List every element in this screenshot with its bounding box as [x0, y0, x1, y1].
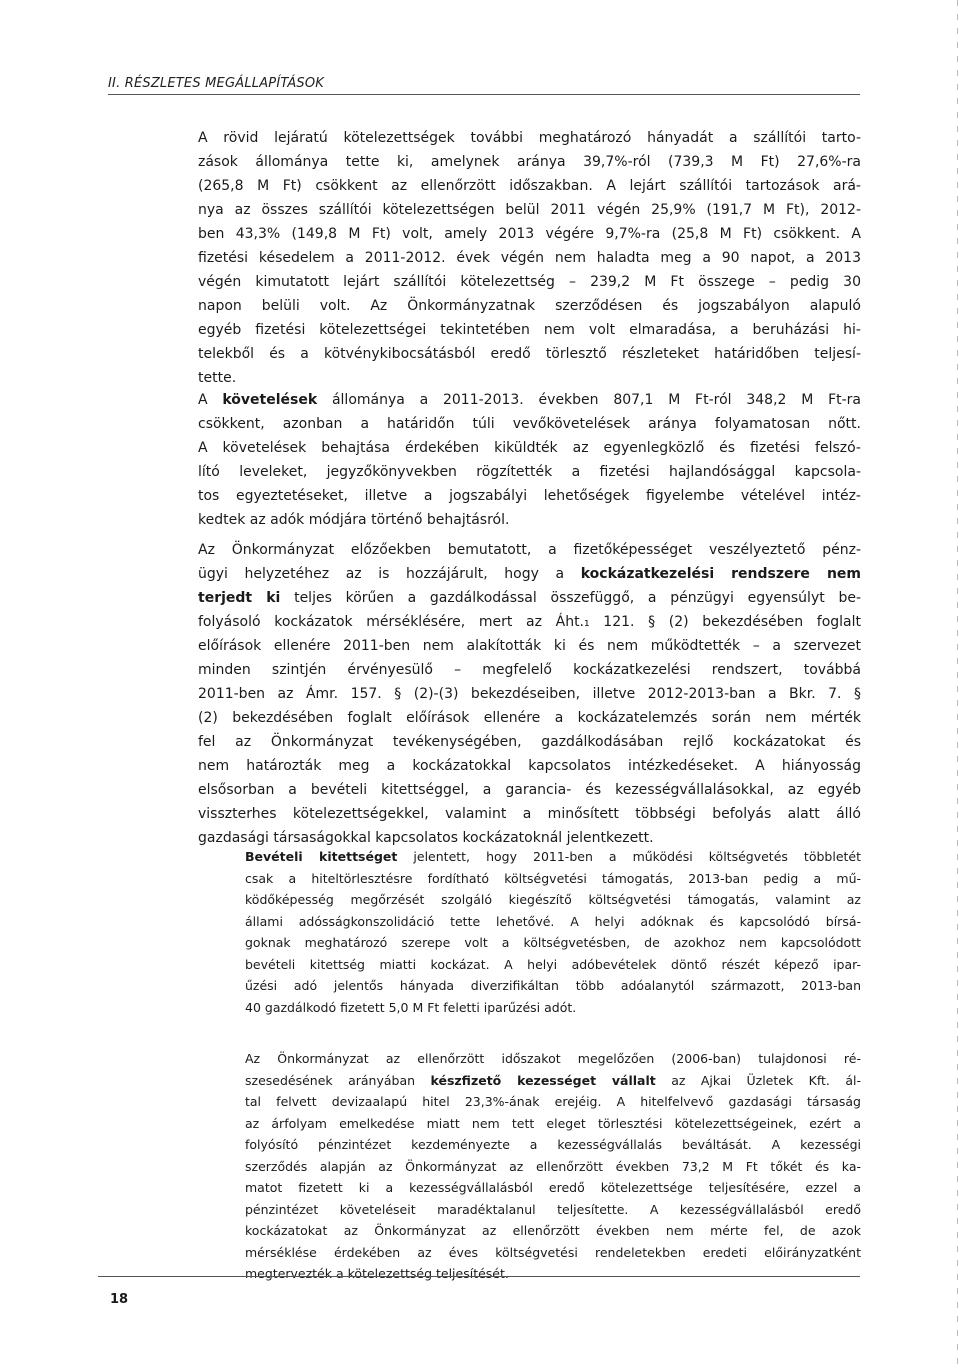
- text-line: tos egyeztetéseket, illetve a jogszabályi lehetőségek figyelembe vételével intéz-: [198, 488, 861, 504]
- text-line: [198, 388, 861, 412]
- text-line: nya az összes szállítói kötelezettségen belül 2011 végén 25,9% (191,7 M Ft), 2012-: [198, 202, 861, 218]
- text-line: pénzintézet követeléseit maradéktalanul teljesítette. A kezességvállalásból eredő: [245, 1201, 861, 1217]
- bold-term: Bevételi kitettséget: [245, 849, 398, 864]
- text-line: goknak meghatározó szerepe volt a költségvetésben, de azokhoz nem kapcsolódott: [245, 935, 861, 950]
- text-line: állami adósságkonszolidáció tette lehetővé. A helyi adóknak és kapcsolódó bírsá-: [245, 913, 861, 929]
- text-line: 2011-ben az Ámr. 157. § (2)-(3) bekezdéseiben, illetve 2012-2013-ban a Bkr. 7. §: [198, 686, 861, 702]
- section-header: II. RÉSZLETES MEGÁLLAPÍTÁSOK: [108, 76, 860, 95]
- text-line: [245, 846, 861, 868]
- text-line: [245, 1070, 861, 1092]
- paragraph-revenue-exposure: [245, 846, 861, 1018]
- text-run: az Ajkai Üzletek Kft. ál-: [655, 1072, 861, 1088]
- text-line: 40 gazdálkodó fizetett 5,0 M Ft feletti iparűzési adót.: [245, 999, 577, 1015]
- text-line: matot fizetett ki a kezességvállalásból eredő kötelezettsége teljesítésére, ezzel a: [245, 1180, 861, 1195]
- text-line: fizetési késedelem a 2011-2012. évek végén nem haladta meg a 90 napot, a 2013: [198, 250, 861, 266]
- text-line: lító leveleket, jegyzőkönyvekben rögzítették a fizetési hajlandósággal kapcsola-: [198, 464, 861, 480]
- text-line: tette.: [198, 370, 237, 386]
- text-line: napon belüli volt. Az Önkormányzatnak szerződésen és jogszabályon alapuló: [198, 298, 861, 314]
- paragraph-receivables: [198, 388, 861, 532]
- text-line: A követelések behajtása érdekében kiküldték az egyenlegközlő és fizetési felszó-: [198, 440, 861, 456]
- text-line: megtervezték a kötelezettség teljesítését.: [245, 1266, 509, 1281]
- text-run: ügyi helyzetéhez az is hozzájárult, hogy a: [198, 566, 581, 582]
- text-line: Az Önkormányzat előzőekben bemutatott, a fizetőképességet veszélyeztető pénz-: [198, 542, 861, 558]
- text-line: folyósító pénzintézet kezdeményezte a kezességvállalás beváltását. A kezességi: [245, 1137, 861, 1152]
- text-run: állománya a 2011-2013. években 807,1 M Ft-ról 348,2 M Ft-ra: [317, 392, 862, 408]
- text-line: fel az Önkormányzat tevékenységében, gazdálkodásában rejlő kockázatokat és: [198, 734, 861, 750]
- text-line: előírások ellenére 2011-ben nem alakították ki és nem működtették – a szervezet: [198, 638, 861, 654]
- text-line: visszterhes kötelezettségekkel, valamint a minősített többségi befolyás alatt álló: [198, 806, 861, 822]
- text-run: jelentett, hogy 2011-ben a működési költségvetés többletét: [397, 849, 862, 864]
- text-line: csökkent, azonban a határidőn túli vevőkövetelések aránya folyamatosan nőtt.: [198, 416, 861, 432]
- text-line: tal felvett devizaalapú hitel 23,3%-ának erejéig. A hitelfelvevő gazdasági társaság: [245, 1094, 861, 1109]
- text-line: gazdasági társaságokkal kapcsolatos kockázatoknál jelentkezett.: [198, 830, 654, 846]
- text-line: elsősorban a bevételi kitettséggel, a garancia- és kezességvállalásokkal, az egyéb: [198, 782, 861, 798]
- scan-edge-mark: [957, 0, 958, 1369]
- page-number: 18: [110, 1292, 129, 1307]
- text-line: [198, 586, 861, 610]
- text-line: ben 43,3% (149,8 M Ft) volt, amely 2013 végére 9,7%-ra (25,8 M Ft) csökkent. A: [198, 226, 861, 242]
- text-line: nem határozták meg a kockázatokkal kapcsolatos intézkedéseket. A hiányosság: [198, 758, 861, 774]
- text-line: folyásoló kockázatok mérséklésére, mert az Áht.₁ 121. § (2) bekezdésében foglalt: [198, 614, 861, 630]
- text-line: bevételi kitettség miatti kockázat. A helyi adóbevételek döntő részét képező ipar-: [245, 956, 861, 972]
- text-line: Az Önkormányzat az ellenőrzött időszakot megelőzően (2006-ban) tulajdonosi ré-: [245, 1051, 861, 1066]
- paragraph-risk-management: [198, 538, 861, 850]
- text-line: szerződés alapján az Önkormányzat az ellenőrzött években 73,2 M Ft tőkét és ka-: [245, 1158, 861, 1174]
- bold-term: kockázatkezelési rendszere nem: [580, 566, 861, 582]
- text-line: űzési adó jelentős hányada diverzifikáltan több adóalanytól származott, 2013-ban: [245, 978, 861, 993]
- text-line: kedtek az adók módjára történő behajtásról.: [198, 512, 510, 528]
- text-line: az árfolyam emelkedése miatt nem tett eleget törlesztési kötelezettségeinek, ezért a: [245, 1115, 861, 1131]
- text-line: (265,8 M Ft) csökkent az ellenőrzött időszakban. A lejárt szállítói tartozások ará-: [198, 178, 861, 194]
- text-line: (2) bekezdésében foglalt előírások ellenére a kockázatelemzés során nem mérték: [198, 710, 861, 726]
- text-line: [198, 562, 861, 586]
- paragraph-liabilities: [198, 126, 861, 390]
- text-line: egyéb fizetési kötelezettségei tekintetében nem volt elmaradása, a beruházási hi-: [198, 322, 861, 338]
- text-line: telekből és a kötvénykibocsátásból eredő törlesztő részleteket határidőben teljesí-: [198, 346, 861, 362]
- text-line: ködőképesség megőrzését szolgáló kiegészítő költségvetési támogatás, valamint az: [245, 892, 861, 907]
- paragraph-surety: [245, 1048, 861, 1285]
- text-run: A: [198, 392, 223, 408]
- bold-term: terjedt ki: [198, 590, 281, 606]
- text-line: csak a hiteltörlesztésre fordítható költségvetési támogatás, 2013-ban pedig a mű-: [245, 870, 861, 886]
- text-line: mérséklése érdekében az éves költségvetési rendeletekben eredeti előirányzatként: [245, 1244, 861, 1260]
- text-line: A rövid lejáratú kötelezettségek további meghatározó hányadát a szállítói tarto-: [198, 130, 861, 146]
- text-run: teljes körűen a gazdálkodással összefüggő, a pénzügyi egyensúlyt be-: [280, 590, 861, 606]
- bold-term: követelések: [222, 392, 318, 408]
- text-line: minden szintjén érvényesülő – megfelelő kockázatkezelési rendszert, továbbá: [198, 662, 861, 678]
- text-run: szesedésének arányában: [245, 1072, 431, 1088]
- text-line: zások állománya tette ki, amelynek aránya 39,7%-ról (739,3 M Ft) 27,6%-ra: [198, 154, 861, 170]
- footer-divider: [98, 1276, 860, 1277]
- text-line: végén kimutatott lejárt szállítói kötelezettség – 239,2 M Ft összege – pedig 30: [198, 274, 861, 290]
- bold-term: készfizető kezességet vállalt: [430, 1072, 656, 1088]
- text-line: kockázatokat az Önkormányzat az ellenőrzött években nem mérte fel, de azok: [245, 1223, 861, 1238]
